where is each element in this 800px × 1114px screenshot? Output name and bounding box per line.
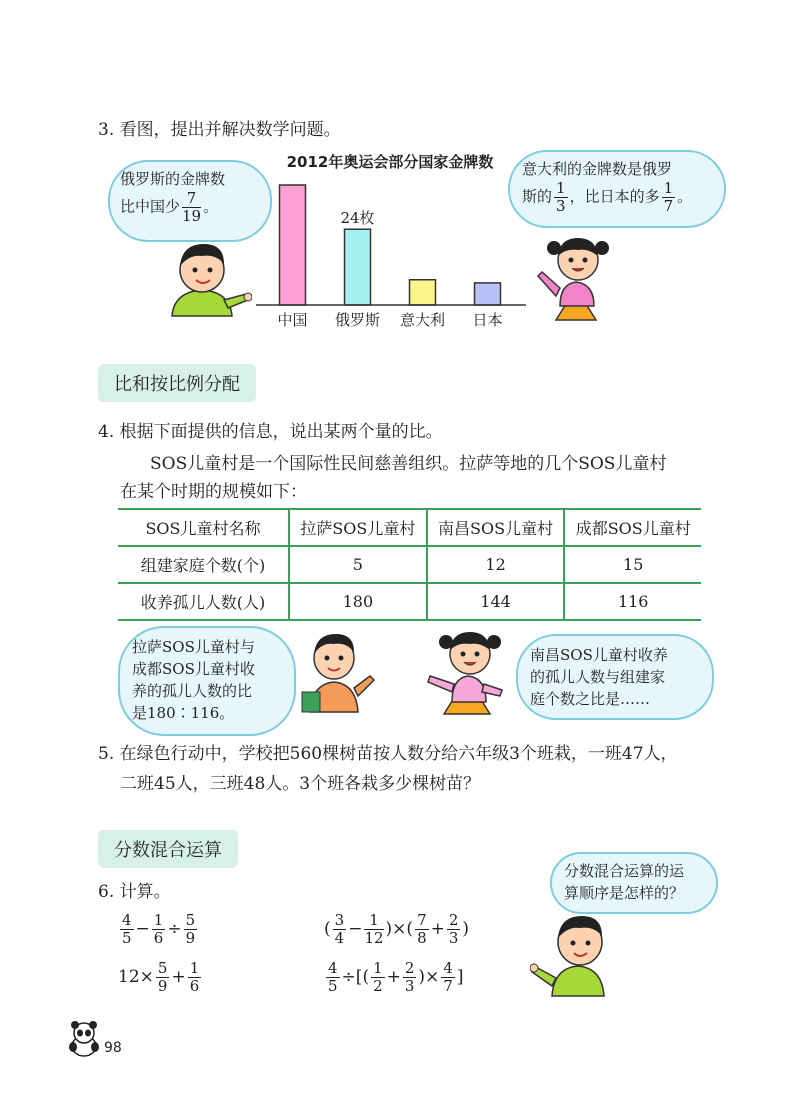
q4-bubble-right xyxy=(516,634,714,720)
table-cell: 收养孤儿人数(人) xyxy=(118,583,289,620)
table-cell: 180 xyxy=(289,583,427,620)
table-cell: 116 xyxy=(564,583,701,620)
category-label: 日本 xyxy=(472,311,503,329)
boy-with-book-illustration xyxy=(296,626,376,716)
page-number: 98 xyxy=(104,1040,122,1056)
bubble-line: 成都SOS儿童村收 xyxy=(132,660,255,678)
bubble-line: 养的孤儿人数的比 xyxy=(132,682,253,700)
q4-intro-line2: 在某个时期的规模如下： xyxy=(120,482,307,502)
bubble-line: 算顺序是怎样的？ xyxy=(564,884,685,902)
expression-4: $\frac{4}{5}$ ÷[( $\frac{1}{2}$ + $\frac{2}{3}$ )× $\frac{4}{7}$ ] xyxy=(328,959,464,995)
expression-3: 12× $\frac{5}{9}$ + $\frac{1}{6}$ xyxy=(118,959,200,995)
bar xyxy=(475,283,501,305)
table-row xyxy=(118,546,701,583)
bubble-line: 庭个数之比是…… xyxy=(530,690,651,708)
table-header-cell: 成都SOS儿童村 xyxy=(564,509,701,546)
category-label: 意大利 xyxy=(399,311,446,329)
bubble-line: 的孤儿人数与组建家 xyxy=(530,668,666,686)
q3-bubble-right xyxy=(508,150,726,228)
table-header-cell: 拉萨SOS儿童村 xyxy=(289,509,427,546)
table-cell: 15 xyxy=(564,546,701,583)
bubble-line: 是180∶116。 xyxy=(132,704,235,722)
bubble-line: 分数混合运算的运 xyxy=(564,862,685,880)
boy-illustration xyxy=(160,236,252,326)
olympic-bar-chart xyxy=(250,145,530,335)
section-heading-fraction: 分数混合运算 xyxy=(98,830,238,868)
q6-bubble xyxy=(550,852,718,914)
q6-title: 6. 计算。 xyxy=(98,882,171,902)
table-header-cell: SOS儿童村名称 xyxy=(118,509,289,546)
bar xyxy=(410,280,436,305)
q3-bubble-left xyxy=(108,160,272,242)
category-label: 中国 xyxy=(277,311,308,329)
boy-illustration xyxy=(530,908,620,1000)
table-cell: 组建家庭个数(个) xyxy=(118,546,289,583)
table-cell: 12 xyxy=(427,546,565,583)
q4-intro-line1: SOS儿童村是一个国际性民间慈善组织。拉萨等地的几个SOS儿童村 xyxy=(150,454,667,474)
bubble-line: 俄罗斯的金牌数 xyxy=(120,170,226,188)
bubble-line: 比中国少 $\frac{7}{19}$ 。 xyxy=(120,189,219,225)
table-header-row xyxy=(118,509,701,546)
table-row xyxy=(118,583,701,620)
bubble-line: 南昌SOS儿童村收养 xyxy=(530,646,668,664)
category-label: 俄罗斯 xyxy=(334,311,381,329)
q4-bubble-left xyxy=(118,626,296,736)
chart-title: 2012年奥运会部分国家金牌数 xyxy=(286,153,494,171)
bar xyxy=(345,229,371,305)
girl-illustration xyxy=(424,624,514,716)
section-heading-ratio: 比和按比例分配 xyxy=(98,364,256,402)
bar xyxy=(280,185,306,305)
bubble-line: 拉萨SOS儿童村与 xyxy=(132,638,255,656)
table-cell: 144 xyxy=(427,583,565,620)
q3-title: 3. 看图，提出并解决数学问题。 xyxy=(98,120,341,140)
q5-line1: 5. 在绿色行动中，学校把560棵树苗按人数分给六年级3个班栽，一班47人， xyxy=(98,744,678,764)
bubble-line: 斯的 $\frac{1}{3}$ ，比日本的多 $\frac{1}{7}$ 。 xyxy=(522,179,693,215)
table-header-cell: 南昌SOS儿童村 xyxy=(427,509,565,546)
sos-village-table xyxy=(118,508,701,621)
bubble-line: 意大利的金牌数是俄罗 xyxy=(522,160,673,178)
panda-icon xyxy=(64,1018,104,1058)
q5-line2: 二班45人，三班48人。3个班各栽多少棵树苗？ xyxy=(120,774,481,794)
q4-title: 4. 根据下面提供的信息，说出某两个量的比。 xyxy=(98,422,443,442)
expression-2: ( $\frac{3}{4}$ − $\frac{1}{12}$ )×( $\frac{7}{8}$ + $\frac{2}{3}$ ) xyxy=(324,911,470,947)
expression-1: $\frac{4}{5}$ − $\frac{1}{6}$ ÷ $\frac{5}{9}$ xyxy=(122,911,196,947)
data-label: 24枚 xyxy=(340,209,375,228)
table-cell: 5 xyxy=(289,546,427,583)
girl-illustration xyxy=(536,226,616,326)
